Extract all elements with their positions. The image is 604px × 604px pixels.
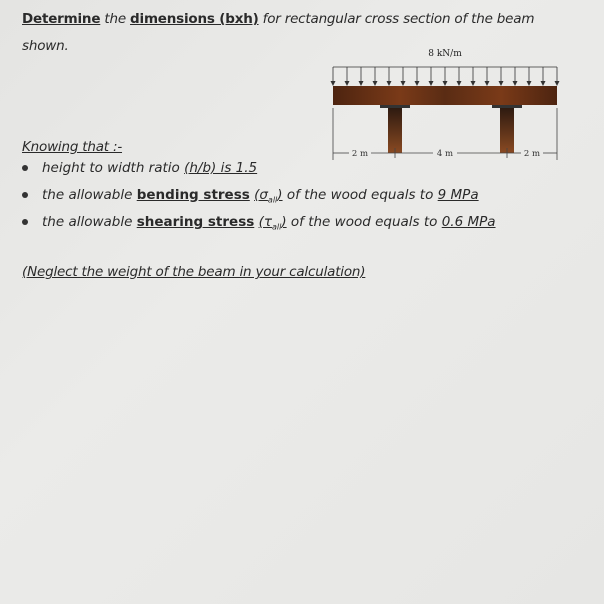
text: of the wood equals to [286,214,442,230]
subscript: all [267,195,278,205]
distributed-load-arrows [331,67,560,86]
beam-diagram [325,42,565,162]
title-line-2: shown. [22,38,69,54]
text: the [100,11,131,27]
beam [333,86,557,105]
load-label: 8 kN/m [428,49,462,59]
arrow-head [387,81,392,86]
title-line [22,11,534,27]
subscript: all [271,222,282,232]
arrow-head [415,81,420,86]
text: height to width ratio [42,160,185,176]
tau-symbol [259,214,287,230]
column-right [500,108,514,153]
arrow-head [527,81,532,86]
shearing-stress-term: shearing stress [136,214,255,230]
arrow-head [555,81,560,86]
column-left [388,108,402,153]
arrow-head [513,81,518,86]
arrow-head [541,81,546,86]
dim-left: 2 m [351,149,369,159]
arrow-head [499,81,504,86]
bullet-dot [22,165,28,171]
arrow-head [443,81,448,86]
arrow-head [485,81,490,86]
arrow-head [457,81,462,86]
text: ) [281,214,287,230]
arrow-head [331,81,336,86]
shearing-value: 0.6 MPa [441,214,496,230]
sigma-symbol [254,187,282,203]
support-cap-right [492,105,522,108]
bending-stress-term: bending stress [136,187,250,203]
bullet-ratio [22,160,257,176]
text: ) [277,187,283,203]
text: of the wood equals to [282,187,438,203]
arrow-head [429,81,434,86]
arrow-head [345,81,350,86]
arrow-head [401,81,406,86]
text: for rectangular cross section of the beam [258,11,535,27]
text: (σ [254,187,268,203]
dimensions-phrase: dimensions (bxh) [130,11,259,27]
text: the allowable [42,214,137,230]
determine-word: Determine [22,11,101,27]
bullet-bending [22,187,479,205]
neglect-note: (Neglect the weight of the beam in your calculation) [22,264,366,280]
arrow-head [359,81,364,86]
bending-value: 9 MPa [437,187,479,203]
bullet-shearing [22,214,496,232]
text: the allowable [42,187,137,203]
dim-middle: 4 m [436,149,454,159]
arrow-head [373,81,378,86]
knowing-heading: Knowing that :- [22,139,123,155]
text: (τ [258,214,272,230]
bullet-dot [22,219,28,225]
support-cap-left [380,105,410,108]
ratio-value: (h/b) is 1.5 [184,160,258,176]
dim-right: 2 m [523,149,541,159]
arrow-head [471,81,476,86]
bullet-dot [22,192,28,198]
